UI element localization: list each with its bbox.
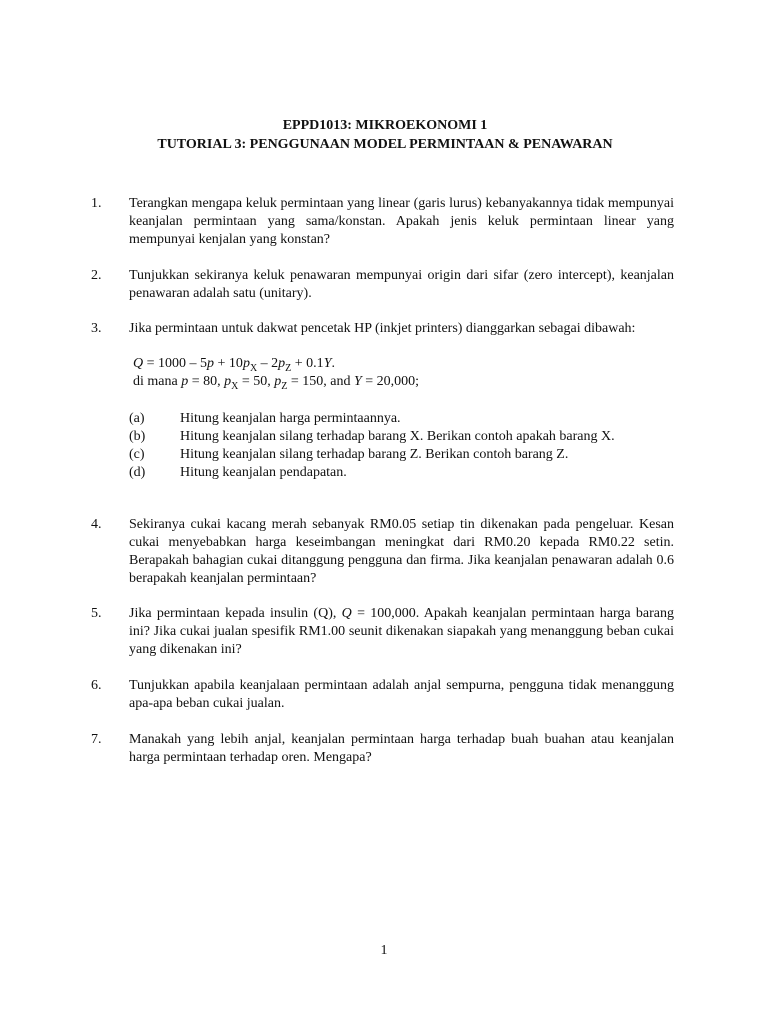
question-number: 1.	[91, 196, 102, 211]
question-text: Tunjukkan apabila keanjalaan permintaan adalah anjal sempurna, pengguna tidak menanggung apa-apa beban cukai jualan.	[129, 678, 674, 711]
question-number: 2.	[91, 268, 102, 283]
course-code: EPPD1013: MIKROEKONOMI 1	[282, 118, 488, 133]
question-text: Terangkan mengapa keluk permintaan yang linear (garis lurus) kebanyakannya tidak mempunyai keanjalan permintaan yang sama/konstan. Apakah jenis keluk permintaan linear yang mempunyai kenjalan yang konstan?	[129, 196, 674, 247]
page-number: 1	[380, 943, 388, 958]
question-body	[129, 320, 674, 482]
given-values: di mana p = 80, $p_X = 50$, $p_Z = 150$, and Y = 20,000;	[133, 374, 420, 392]
sub-question: (b) Hitung keanjalan silang terhadap barang X. Berikan contoh apakah barang X.	[129, 429, 615, 444]
question-number: 7.	[91, 732, 102, 747]
question-text: Manakah yang lebih anjal, keanjalan permintaan harga terhadap buah buahan atau keanjalan harga permintaan terhadap oren. Mengapa?	[129, 732, 674, 765]
question-number: 5.	[91, 606, 102, 621]
question-text: Tunjukkan sekiranya keluk penawaran mempunyai origin dari sifar (zero intercept), keanjalan penawaran adalah satu (unitary).	[129, 268, 674, 301]
sub-question-list	[129, 410, 674, 482]
question-text: Sekiranya cukai kacang merah sebanyak RM0.05 setiap tin dikenakan pada pengeluar. Kesan cukai menyebabkan harga keseimbangan meningkat dari RM0.20 kepada RM0.22 setin. Berapakah bahagian cukai ditanggung pengguna dan firma. Jika keanjalan penawaran adalah 0.6 berapakah keanjalan permintaan?	[129, 517, 674, 586]
demand-formula	[133, 355, 674, 391]
question-text: Jika permintaan untuk dakwat pencetak HP (inkjet printers) dianggarkan sebagai dibawah:	[129, 321, 636, 336]
sub-question: (c) Hitung keanjalan silang terhadap barang Z. Berikan contoh barang Z.	[129, 447, 569, 462]
tutorial-title: TUTORIAL 3: PENGGUNAAN MODEL PERMINTAAN & PENAWARAN	[157, 137, 613, 152]
question-text: Jika permintaan kepada insulin (Q), Q = 100,000. Apakah keanjalan permintaan harga barang ini? Jika cukai jualan spesifik RM1.00 seunit dikenakan siapakah yang menanggung beban cukai yang dikenakan ini?	[129, 606, 675, 657]
question-number: 3.	[91, 321, 102, 336]
sub-question: (a) Hitung keanjalan harga permintaannya.	[129, 411, 401, 426]
question-number: 4.	[91, 517, 102, 532]
demand-equation: $Q = 1000 - 5p + 10p_X - 2p_Z + 0.1Y$.	[133, 356, 335, 374]
document-header	[0, 116, 768, 154]
question-number: 6.	[91, 678, 102, 693]
sub-question: (d) Hitung keanjalan pendapatan.	[129, 465, 347, 480]
